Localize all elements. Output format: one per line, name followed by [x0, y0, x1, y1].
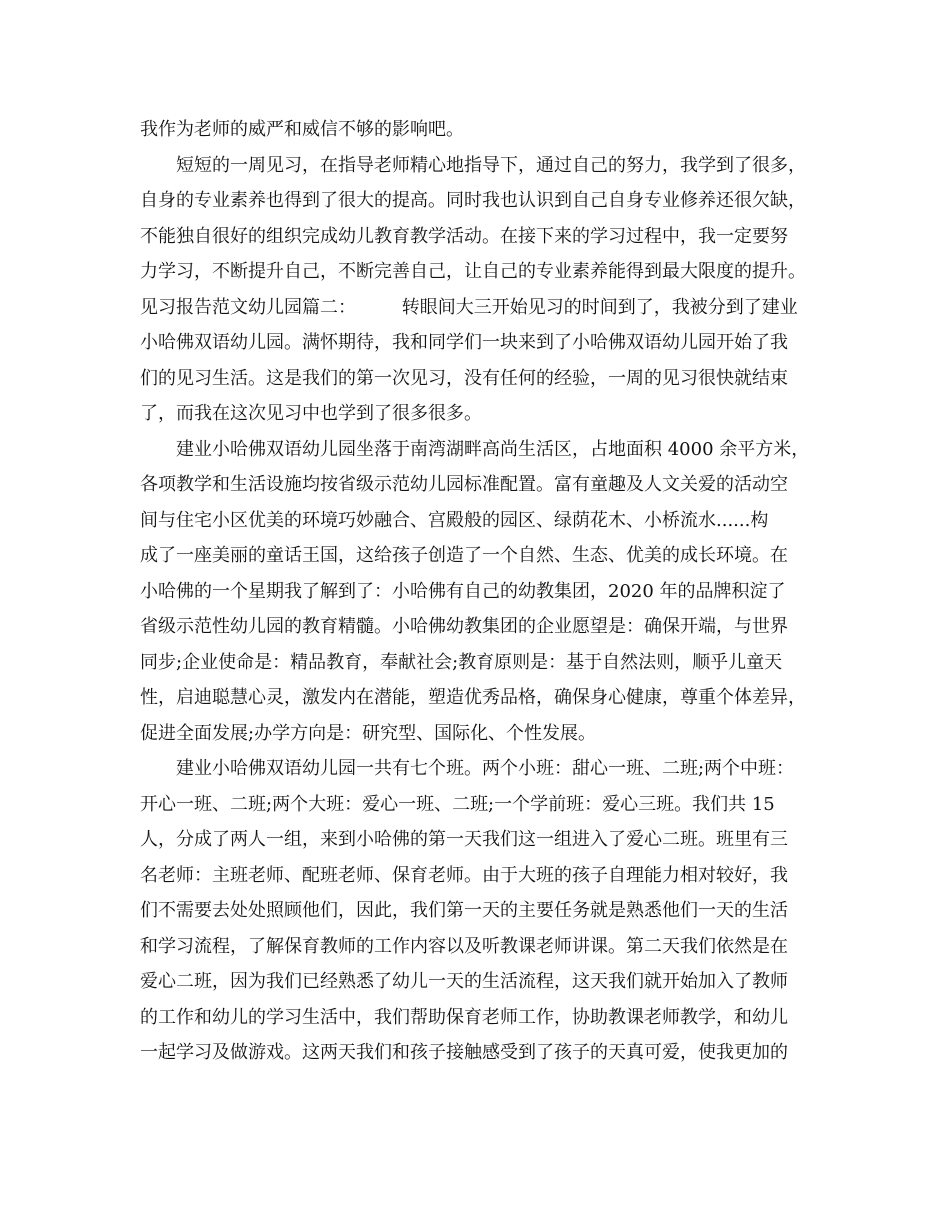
text-line: 短短的一周见习，在指导老师精心地指导下，通过自己的努力，我学到了很多， [176, 154, 806, 176]
text-line: 各项教学和生活设施均按省级示范幼儿园标准配置。富有童趣及人文关爱的活动空 [140, 474, 788, 495]
text-line: 爱心二班，因为我们已经熟悉了幼儿一天的生活流程，这天我们就开始加入了教师 [140, 971, 788, 992]
text-line: 一起学习及做游戏。这两天我们和孩子接触感受到了孩子的天真可爱，使我更加的 [140, 1042, 788, 1063]
text-line: 自身的专业素养也得到了很大的提高。同时我也认识到自己自身专业修养还很欠缺， [140, 190, 806, 211]
text-line: 省级示范性幼儿园的教育精髓。小哈佛幼教集团的企业愿望是：确保开端，与世界 [140, 616, 788, 637]
text-line: 的工作和幼儿的学习生活中，我们帮助保育老师工作，协助教课老师教学，和幼儿 [140, 1006, 788, 1028]
text-line: 小哈佛双语幼儿园。满怀期待，我和同学们一块来到了小哈佛双语幼儿园开始了我 [140, 332, 788, 353]
text-line: 了，而我在这次见习中也学到了很多很多。 [140, 403, 482, 424]
text-line: 间与住宅小区优美的环境巧妙融合、宫殿般的园区、绿荫花木、小桥流水......构 [140, 509, 769, 531]
text-line: 开心一班、二班;两个大班：爱心一班、二班;一个学前班：爱心三班。我们共 15 [140, 793, 775, 815]
text-line: 名老师：主班老师、配班老师、保育老师。由于大班的孩子自理能力相对较好，我 [140, 864, 788, 886]
text-line: 性，启迪聪慧心灵，激发内在潜能，塑造优秀品格，确保身心健康，尊重个体差异， [140, 687, 806, 708]
text-line: 成了一座美丽的童话王国，这给孩子创造了一个自然、生态、优美的成长环境。在 [140, 545, 788, 566]
text-line: 建业小哈佛双语幼儿园一共有七个班。两个小班：甜心一班、二班;两个中班： [176, 758, 795, 779]
text-line: 小哈佛的一个星期我了解到了：小哈佛有自己的幼教集团，2020 年的品牌积淀了 [140, 580, 786, 602]
text-line: 促进全面发展;办学方向是：研究型、国际化、个性发展。 [140, 722, 597, 744]
text-line: 和学习流程，了解保育教师的工作内容以及听教课老师讲课。第二天我们依然是在 [140, 935, 788, 957]
text-line: 同步;企业使命是：精品教育，奉献社会;教育原则是：基于自然法则，顺乎儿童天 [140, 651, 783, 673]
text-line: 不能独自很好的组织完成幼儿教育教学活动。在接下来的学习过程中，我一定要努 [140, 225, 788, 247]
text-line: 人，分成了两人一组，来到小哈佛的第一天我们这一组进入了爱心二班。班里有三 [140, 829, 788, 850]
text-line: 见习报告范文幼儿园篇二： 转眼间大三开始见习的时间到了，我被分到了建业 [140, 296, 798, 318]
text-line: 我作为老师的威严和威信不够的影响吧。 [140, 119, 464, 140]
text-line: 建业小哈佛双语幼儿园坐落于南湾湖畔高尚生活区，占地面积 4000 余平方米， [176, 438, 810, 460]
text-line: 们不需要去处处照顾他们，因此，我们第一天的主要任务就是熟悉他们一天的生活 [140, 900, 788, 921]
text-line: 们的见习生活。这是我们的第一次见习，没有任何的经验，一周的见习很快就结束 [140, 367, 788, 389]
text-line: 力学习，不断提升自己，不断完善自己，让自己的专业素养能得到最大限度的提升。 [140, 261, 806, 282]
body-text [140, 112, 820, 1071]
